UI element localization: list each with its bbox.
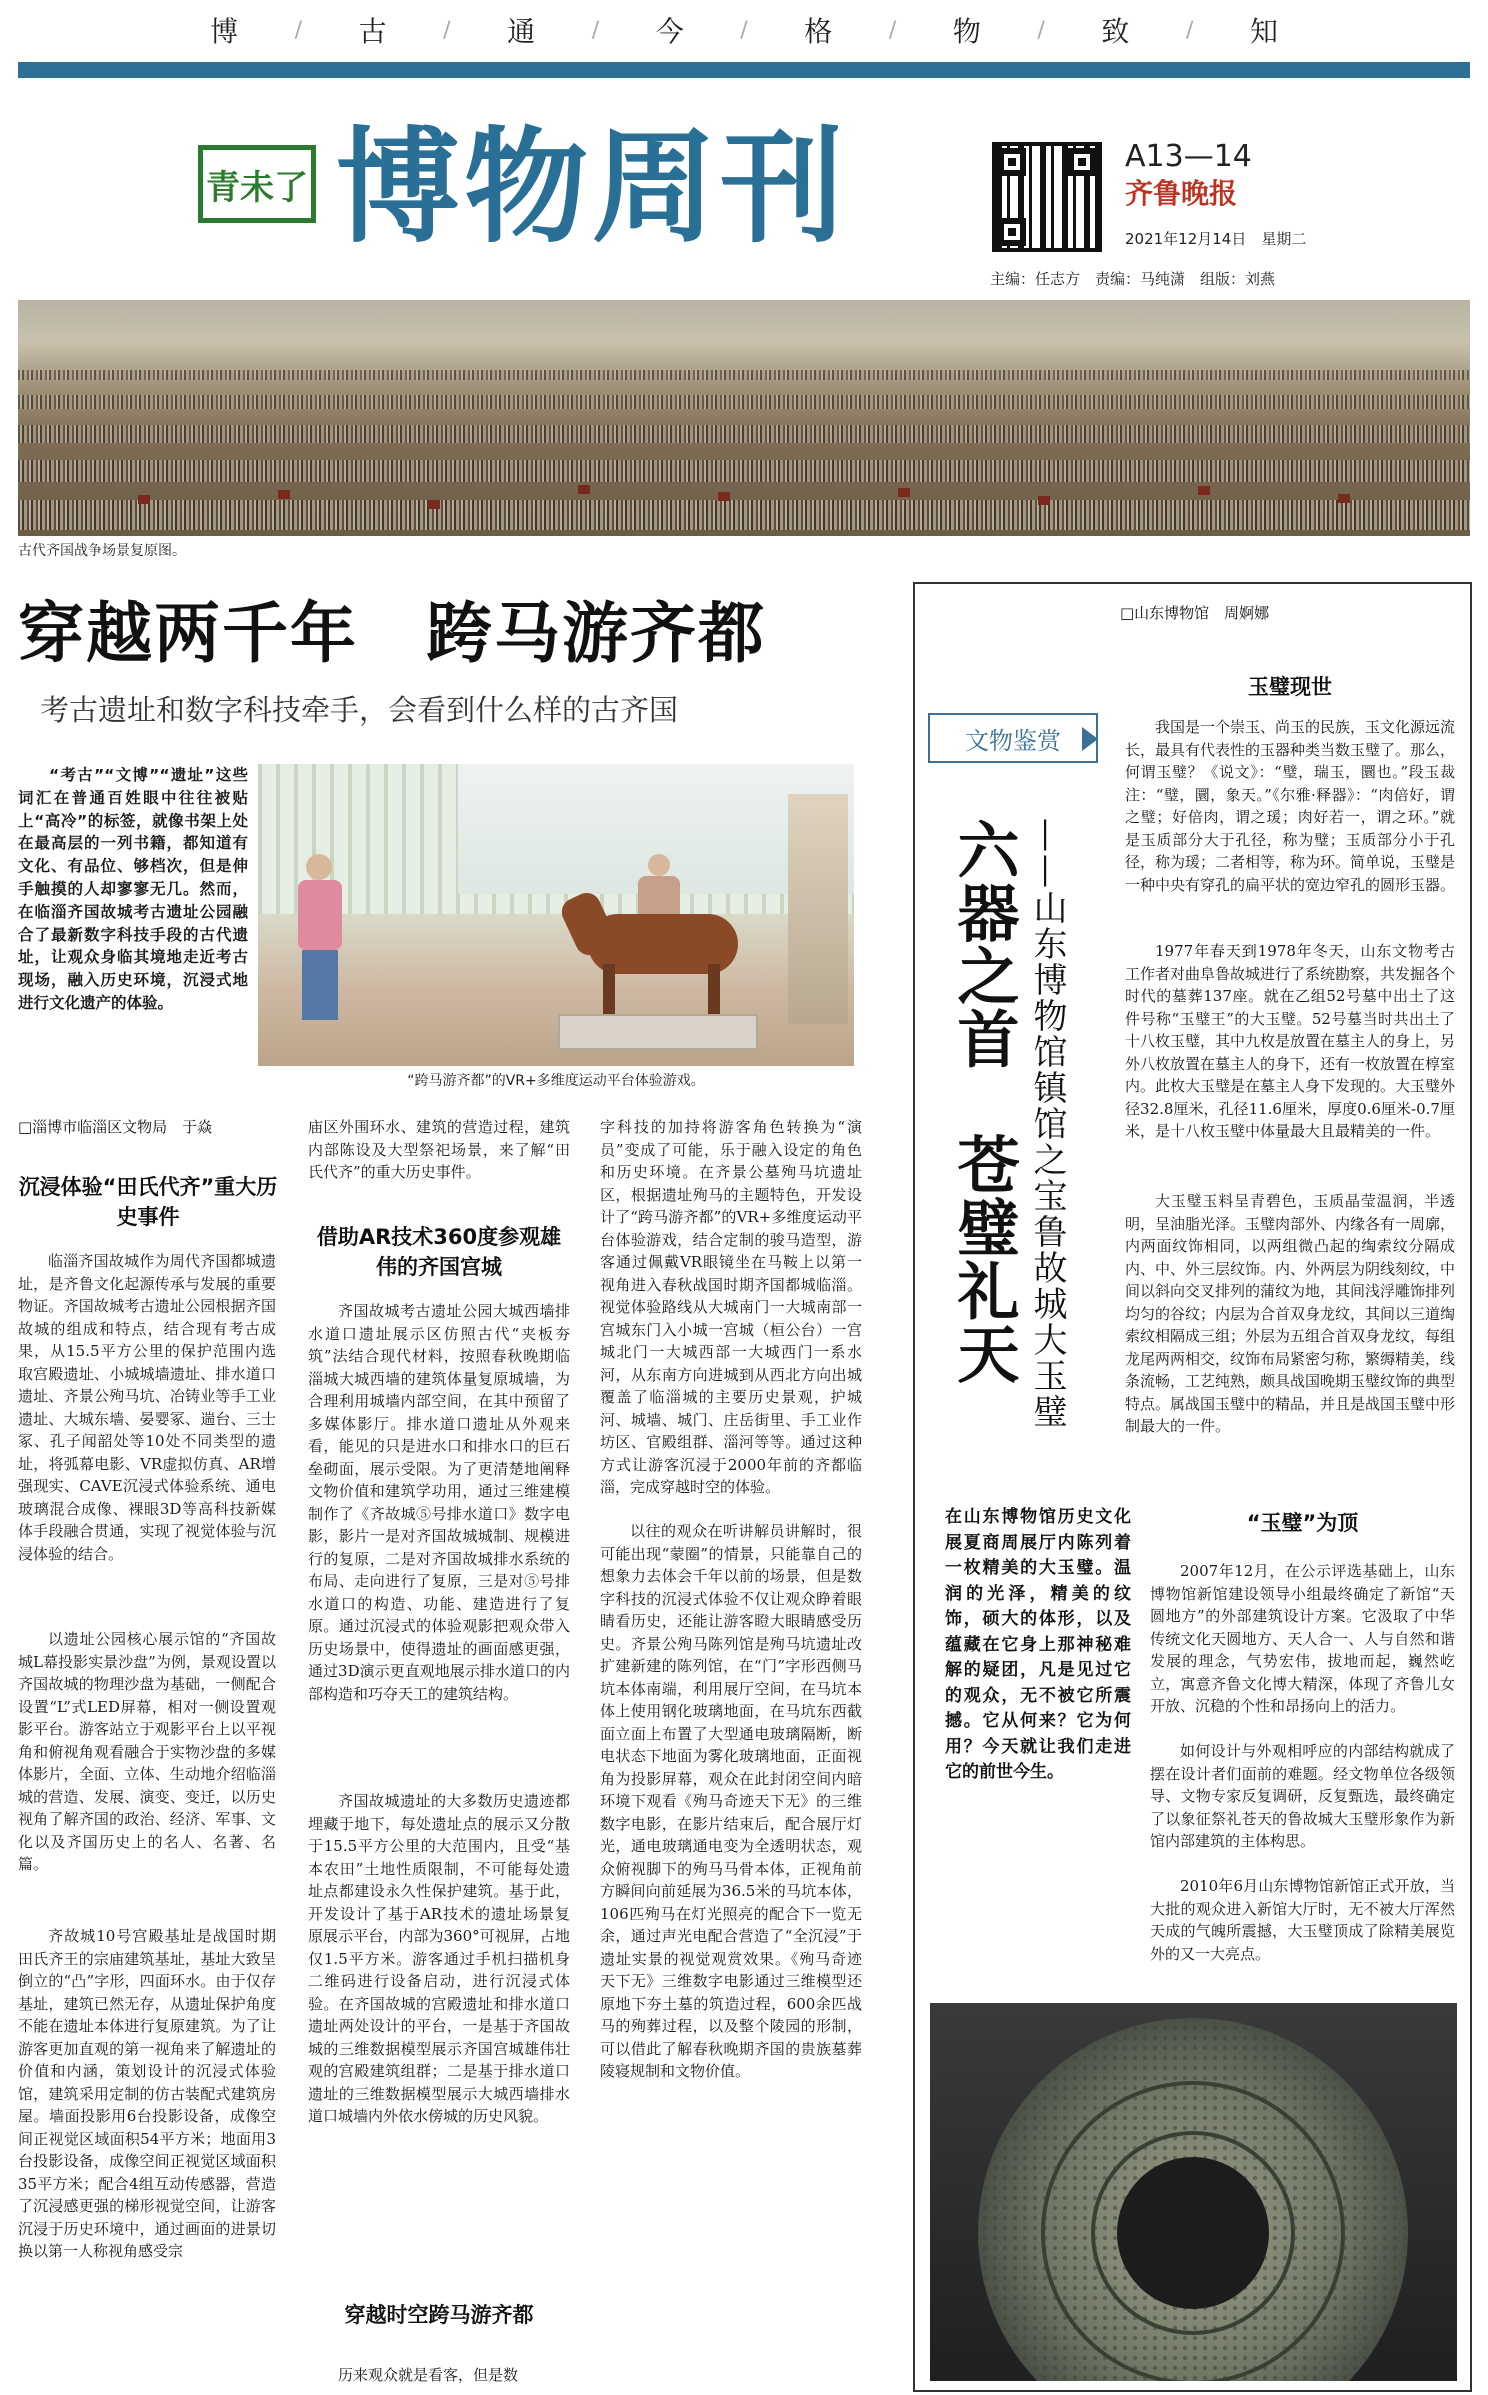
vr-experience-photo bbox=[258, 764, 854, 1066]
body-paragraph: 齐国故城遗址的大多数历史遗迹都埋藏于地下，每处遗址点的展示又分散于15.5平方公里的大范围内，且受“基本农田”土地性质限制，不可能每处遗址点都建设永久性保护建筑。基于此，开发设计了基于AR技术的遗址场景复原展示平台，内部为360°可视屏，占地仅1.5平方米。游客通过手机扫描机身二维码进行设备启动，进行沉浸式体验。在齐国故城的宫殿遗址和排水道口遗址两处设计的平台，一是基于齐国故城的三维数据模型展示齐国宫城雄伟壮观的宫殿建筑组群；二是基于排水道口遗址的三维数据模型展示大城西墙排水道口城墙内外依水傍城的历史风貌。 bbox=[308, 1792, 570, 2125]
page-number: A13—14 bbox=[1125, 139, 1252, 174]
body-paragraph: 2010年6月山东博物馆新馆正式开放，当大批的观众进入新馆大厅时，无不被大厅浑然天成的气魄所震撼，大玉璧顶成了除精美展览外的又一大亮点。 bbox=[1150, 1877, 1455, 1963]
body-paragraph: 庙区外围环水、建筑的营造过程，建筑内部陈设及大型祭祀场景，来了解“田氏代齐”的重大历史事件。 bbox=[308, 1118, 570, 1181]
hero-photo-war-scene bbox=[18, 300, 1470, 536]
motto-char: 物 bbox=[952, 15, 981, 48]
issue-date: 2021年12月14日 星期二 bbox=[1125, 230, 1307, 248]
motto-bar: 博 / 古 / 通 / 今 / 格 / 物 / 致 / 知 bbox=[0, 0, 1488, 60]
paper-name: 齐鲁晚报 bbox=[1125, 177, 1238, 210]
hero-caption: 古代齐国战争场景复原图。 bbox=[18, 543, 186, 559]
body-paragraph: 字科技的加持将游客角色转换为“演员”变成了可能，乐于融入设定的角色和历史环境。在齐景公墓殉马坑遗址区，根据遗址殉马的主题特色，开发设计了“跨马游齐都”的VR+多维度运动平台体验游戏，结合定制的骏马造型，游客通过佩戴VR眼镜坐在马鞍上以第一视角进入春秋战国时期齐国都城临淄。视觉体验路线从大城南门一大城南部一宫城东门入小城一宫城（桓公台）一宫城北门一大城西部一大城西门一系水河，从东南方向进城到从西北方向出城覆盖了临淄城的主要历史景观，护城河、城墙、城门、庄岳街里、手工业作坊区、官殿组群、淄河等等。通过这种方式让游客沉浸于2000年前的齐都临淄，完成穿越时空的体验。 bbox=[600, 1118, 862, 1496]
feature-title: 六器之首 苍璧礼天 bbox=[947, 818, 1020, 1385]
body-paragraph: 大玉璧玉料呈青碧色，玉质晶莹温润，半透明，呈油脂光泽。玉璧肉部外、内缘各有一周廓，内两面纹饰相同，以两组微凸起的绹索纹分隔成内、中、外三层纹饰。内、外两层为阴线刻纹，中间以斜向交叉排列的蒲纹为地，其间浅浮雕饰排列均匀的谷纹；内层为合首双身龙纹，其间以三道绹索纹相隔成三组；外层为五组合首双身龙纹，每组龙尾两两相交，纹饰布局紧密匀称，繁缛精美，线条流畅，工艺纯熟，颇具战国晚期玉璧纹饰的典型特点。属战国玉璧中的精品，并且是战国玉璧中形制最大的一件。 bbox=[1125, 1192, 1456, 1435]
masthead-title: 博物周刊 bbox=[336, 116, 849, 260]
jade-bi-photo bbox=[930, 2003, 1457, 2381]
body-paragraph: 如何设计与外观相呼应的内部结构就成了摆在设计者们面前的难题。经文物单位各级领导、文物专家反复调研，反复甄选，最终确定了以象征祭礼苍天的鲁故城大玉璧形象作为新馆内部建筑的主体构思。 bbox=[1150, 1742, 1455, 1850]
motto-char: 知 bbox=[1249, 15, 1278, 48]
header-rule bbox=[18, 62, 1470, 78]
vr-caption: “跨马游齐都”的VR+多维度运动平台体验游戏。 bbox=[407, 1073, 705, 1089]
body-paragraph: 齐故城10号宫殿基址是战国时期田氏齐王的宗庙建筑基址，基址大致呈倒立的“凸”字形，四面环水。由于仅存基址，建筑已然无存，从遗址保护角度不能在遗址本体进行复原建筑。为了让游客更加直观的第一视角来了解遗址的价值和内涵，策划设计的沉浸式体验馆，建筑采用定制的仿古装配式建筑房屋。墙面投影用6台投影设备，成像空间正视觉区域面积54平方米；地面用3台投影设备，成像空间正视觉区域面积35平方米；配合4组互动传感器，营造了沉浸感更强的梯形视觉空间，让游客沉浸于历史环境中，通过画面的进景切换以第一人称视角感受宗 bbox=[18, 1927, 276, 2260]
main-headline: 穿越两千年 跨马游齐都 bbox=[18, 595, 766, 672]
body-paragraph: 2007年12月，在公示评选基础上，山东博物馆新馆建设领导小组最终确定了新馆“天圆地方”的外部建筑设计方案。它汲取了中华传统文化天圆地方、天人合一、人与自然和谐发展的理念，气势宏伟，拔地而起，巍然屹立，寓意齐鲁文化博大精深，体现了齐鲁儿女开放、沉稳的个性和昂扬向上的活力。 bbox=[1150, 1562, 1455, 1715]
body-paragraph: 我国是一个崇玉、尚玉的民族，玉文化源远流长，最具有代表性的玉器种类当数玉璧了。那么，何谓玉璧？《说文》：“璧，瑞玉，圜也。”段玉裁注：“璧，圜，象天。”《尔雅·释器》：“肉倍好，谓之璧；好倍肉，谓之瑗；肉好若一，谓之环。”就是玉质部分大于孔径，称为璧；玉质部分小于孔径，称为瑗；二者相等，称为环。简单说，玉璧是一种中央有穿孔的扁平状的宽边窄孔的圆形玉器。 bbox=[1125, 718, 1456, 894]
section-heading-2: 借助AR技术360度参观雄伟的齐国宫城 bbox=[316, 1225, 562, 1279]
motto-char: 格 bbox=[804, 15, 833, 48]
feature-byline: □山东博物馆 周婀娜 bbox=[1120, 604, 1270, 622]
editor-credits: 主编：任志方 责编：马纯潇 组版：刘燕 bbox=[990, 270, 1276, 288]
body-paragraph: 以往的观众在听讲解员讲解时，很可能出现“蒙圈”的情景，只能靠自己的想象力去体会千年以前的场景，但是数字科技的沉浸式体验不仅让观众睁着眼睛看历史，还能让游客瞪大眼睛感受历史。齐景公殉马陈列馆是殉马坑遗址改扩建新建的陈列馆，在“门”字形西侧马坑本体南端，利用展厅空间，在马坑本体上使用钢化玻璃地面，在马坑东西截面立面上布置了大型通电玻璃隔断，断电状态下地面为雾化玻璃地面，正面视角为投影屏幕，观众在此封闭空间内暗环境下观看《殉马奇迹天下无》的三维数字电影，在影片结束后，配合展厅灯光，通电玻璃通电变为全透明状态，观众俯视脚下的殉马马骨本体，正视角前方瞬间向前延展为36.5米的马坑本体，106匹殉马在灯光照亮的配合下一览无余，通过声光电配合营造了“全沉浸”于遗址实景的视觉观赏效果。《殉马奇迹天下无》三维数字电影通过三维模型还原地下夯土墓的筑造过程，600余匹战马的殉葬过程，以及整个陵园的形制，可以借此了解春秋晚期齐国的贵族墓葬陵寝规制和文物价值。 bbox=[600, 1522, 862, 2080]
body-paragraph: 1977年春天到1978年冬天，山东文物考古工作者对曲阜鲁故城进行了系统勘察，共发掘各个时代的墓葬137座。就在乙组52号墓中出土了这件号称“玉璧王”的大玉璧。52号墓当时共出土了十八枚玉璧，其中九枚是放置在墓主人的身上，另外八枚放置在墓主人的身下，还有一枚放置在椁室内。此枚大玉璧是在墓主人身下发现的。大玉璧外径32.8厘米，孔径11.6厘米，厚度0.6厘米-0.7厘米，是十八枚玉璧中体量最大且最精美的一件。 bbox=[1125, 942, 1456, 1140]
column-tag: 文物鉴赏 bbox=[928, 713, 1098, 763]
motto-char: 今 bbox=[655, 15, 684, 48]
body-paragraph: 历来观众就是看客，但是数 bbox=[338, 2366, 519, 2384]
article-byline: □淄博市临淄区文物局 于焱 bbox=[18, 1118, 213, 1136]
feature-heading-2: “玉璧”为顶 bbox=[1246, 1511, 1359, 1535]
section-heading-3: 穿越时空跨马游齐都 bbox=[344, 2303, 534, 2327]
intro-paragraph: “考古”“文博”“遗址”这些词汇在普通百姓眼中往往被贴上“高冷”的标签，就像书架上处在最高层的一列书籍，都知道有文化、有品位、够档次，但是伸手触摸的人却寥寥无几。然而，在临淄齐国故城考古遗址公园融合了最新数字科技手段的古代遗址，让观众身临其境地走近考古现场，融入历史环境，沉浸式地进行文化遗产的体验。 bbox=[18, 766, 248, 1012]
motto-char: 通 bbox=[507, 15, 536, 48]
section-heading-1: 沉浸体验“田氏代齐”重大历史事件 bbox=[18, 1175, 278, 1229]
body-paragraph: 以遗址公园核心展示馆的“齐国故城L幕投影实景沙盘”为例，景观设置以齐国故城的物理沙盘为基础，一侧配合设置“L”式LED屏幕，相对一侧设置观影平台。游客站立于观影平台上以平视角和俯视角观看融合于实物沙盘的多媒体影片，全面、立体、生动地介绍临淄城的营造、发展、演变、变迁，以历史视角了解齐国的政治、经济、军事、文化以及齐国历史上的名人、名著、名篇。 bbox=[18, 1630, 276, 1873]
body-paragraph: 临淄齐国故城作为周代齐国都城遗址，是齐鲁文化起源传承与发展的重要物证。齐国故城考古遗址公园根据齐国故城的组成和特点，结合现有考古成果，从15.5平方公里的保护范围内选取宫殿遗址、小城城墙遗址、排水道口遗址、齐景公殉马坑、冶铸业等手工业遗址、大城东墙、晏婴冢、遄台、三士冢、孔子闻韶处等10处不同类型的遗址，将弧幕电影、VR虚拟仿真、AR增强现实、CAVE沉浸式体验系统、通电玻璃混合成像、裸眼3D等高科技新媒体手段融合贯通，实现了视觉体验与沉浸体验的结合。 bbox=[18, 1252, 276, 1563]
motto-char: 致 bbox=[1101, 15, 1130, 48]
feature-lead: 在山东博物馆历史文化展夏商周展厅内陈列着一枚精美的大玉璧。温润的光泽，精美的纹饰，硕大的体形，以及蕴藏在它身上那神秘难解的疑团，凡是见过它的观众，无不被它所震撼。它从何来？它为何用？今天就让我们走进它的前世今生。 bbox=[945, 1507, 1131, 1782]
qingweiliao-logo: 青未了 bbox=[198, 145, 316, 223]
qr-code-icon bbox=[992, 142, 1102, 252]
feature-heading-1: 玉璧现世 bbox=[1248, 675, 1332, 699]
motto-char: 博 bbox=[210, 15, 239, 48]
body-paragraph: 齐国故城考古遗址公园大城西墙排水道口遗址展示区仿照古代“夹板夯筑”法结合现代材料，按照春秋晚期临淄城大城西墙的建筑体量复原城墙，为合理利用城墙内部空间，在其中预留了多媒体影厅。排水道口遗址从外观来看，能见的只是进水口和排水口的巨石垒砌面，展示受限。为了更清楚地阐释文物价值和建筑学功用，通过三维建模制作了《齐故城⑤号排水道口》数字电影，影片一是对齐国故城城制、规模进行的复原，二是对齐国故城排水系统的布局、走向进行了复原，三是对⑤号排水道口的构造、功能、建造进行了复原。通过沉浸式的体验观影把观众带入历史场景中，使得遗址的画面感更强，通过3D演示更直观地展示排水道口的内部构造和巧夺天工的建筑结构。 bbox=[308, 1302, 570, 1703]
main-subheadline: 考古遗址和数字科技牵手，会看到什么样的古齐国 bbox=[40, 693, 679, 727]
feature-subtitle: ——山东博物馆镇馆之宝鲁故城大玉璧 bbox=[1027, 818, 1067, 1430]
motto-char: 古 bbox=[358, 15, 387, 48]
